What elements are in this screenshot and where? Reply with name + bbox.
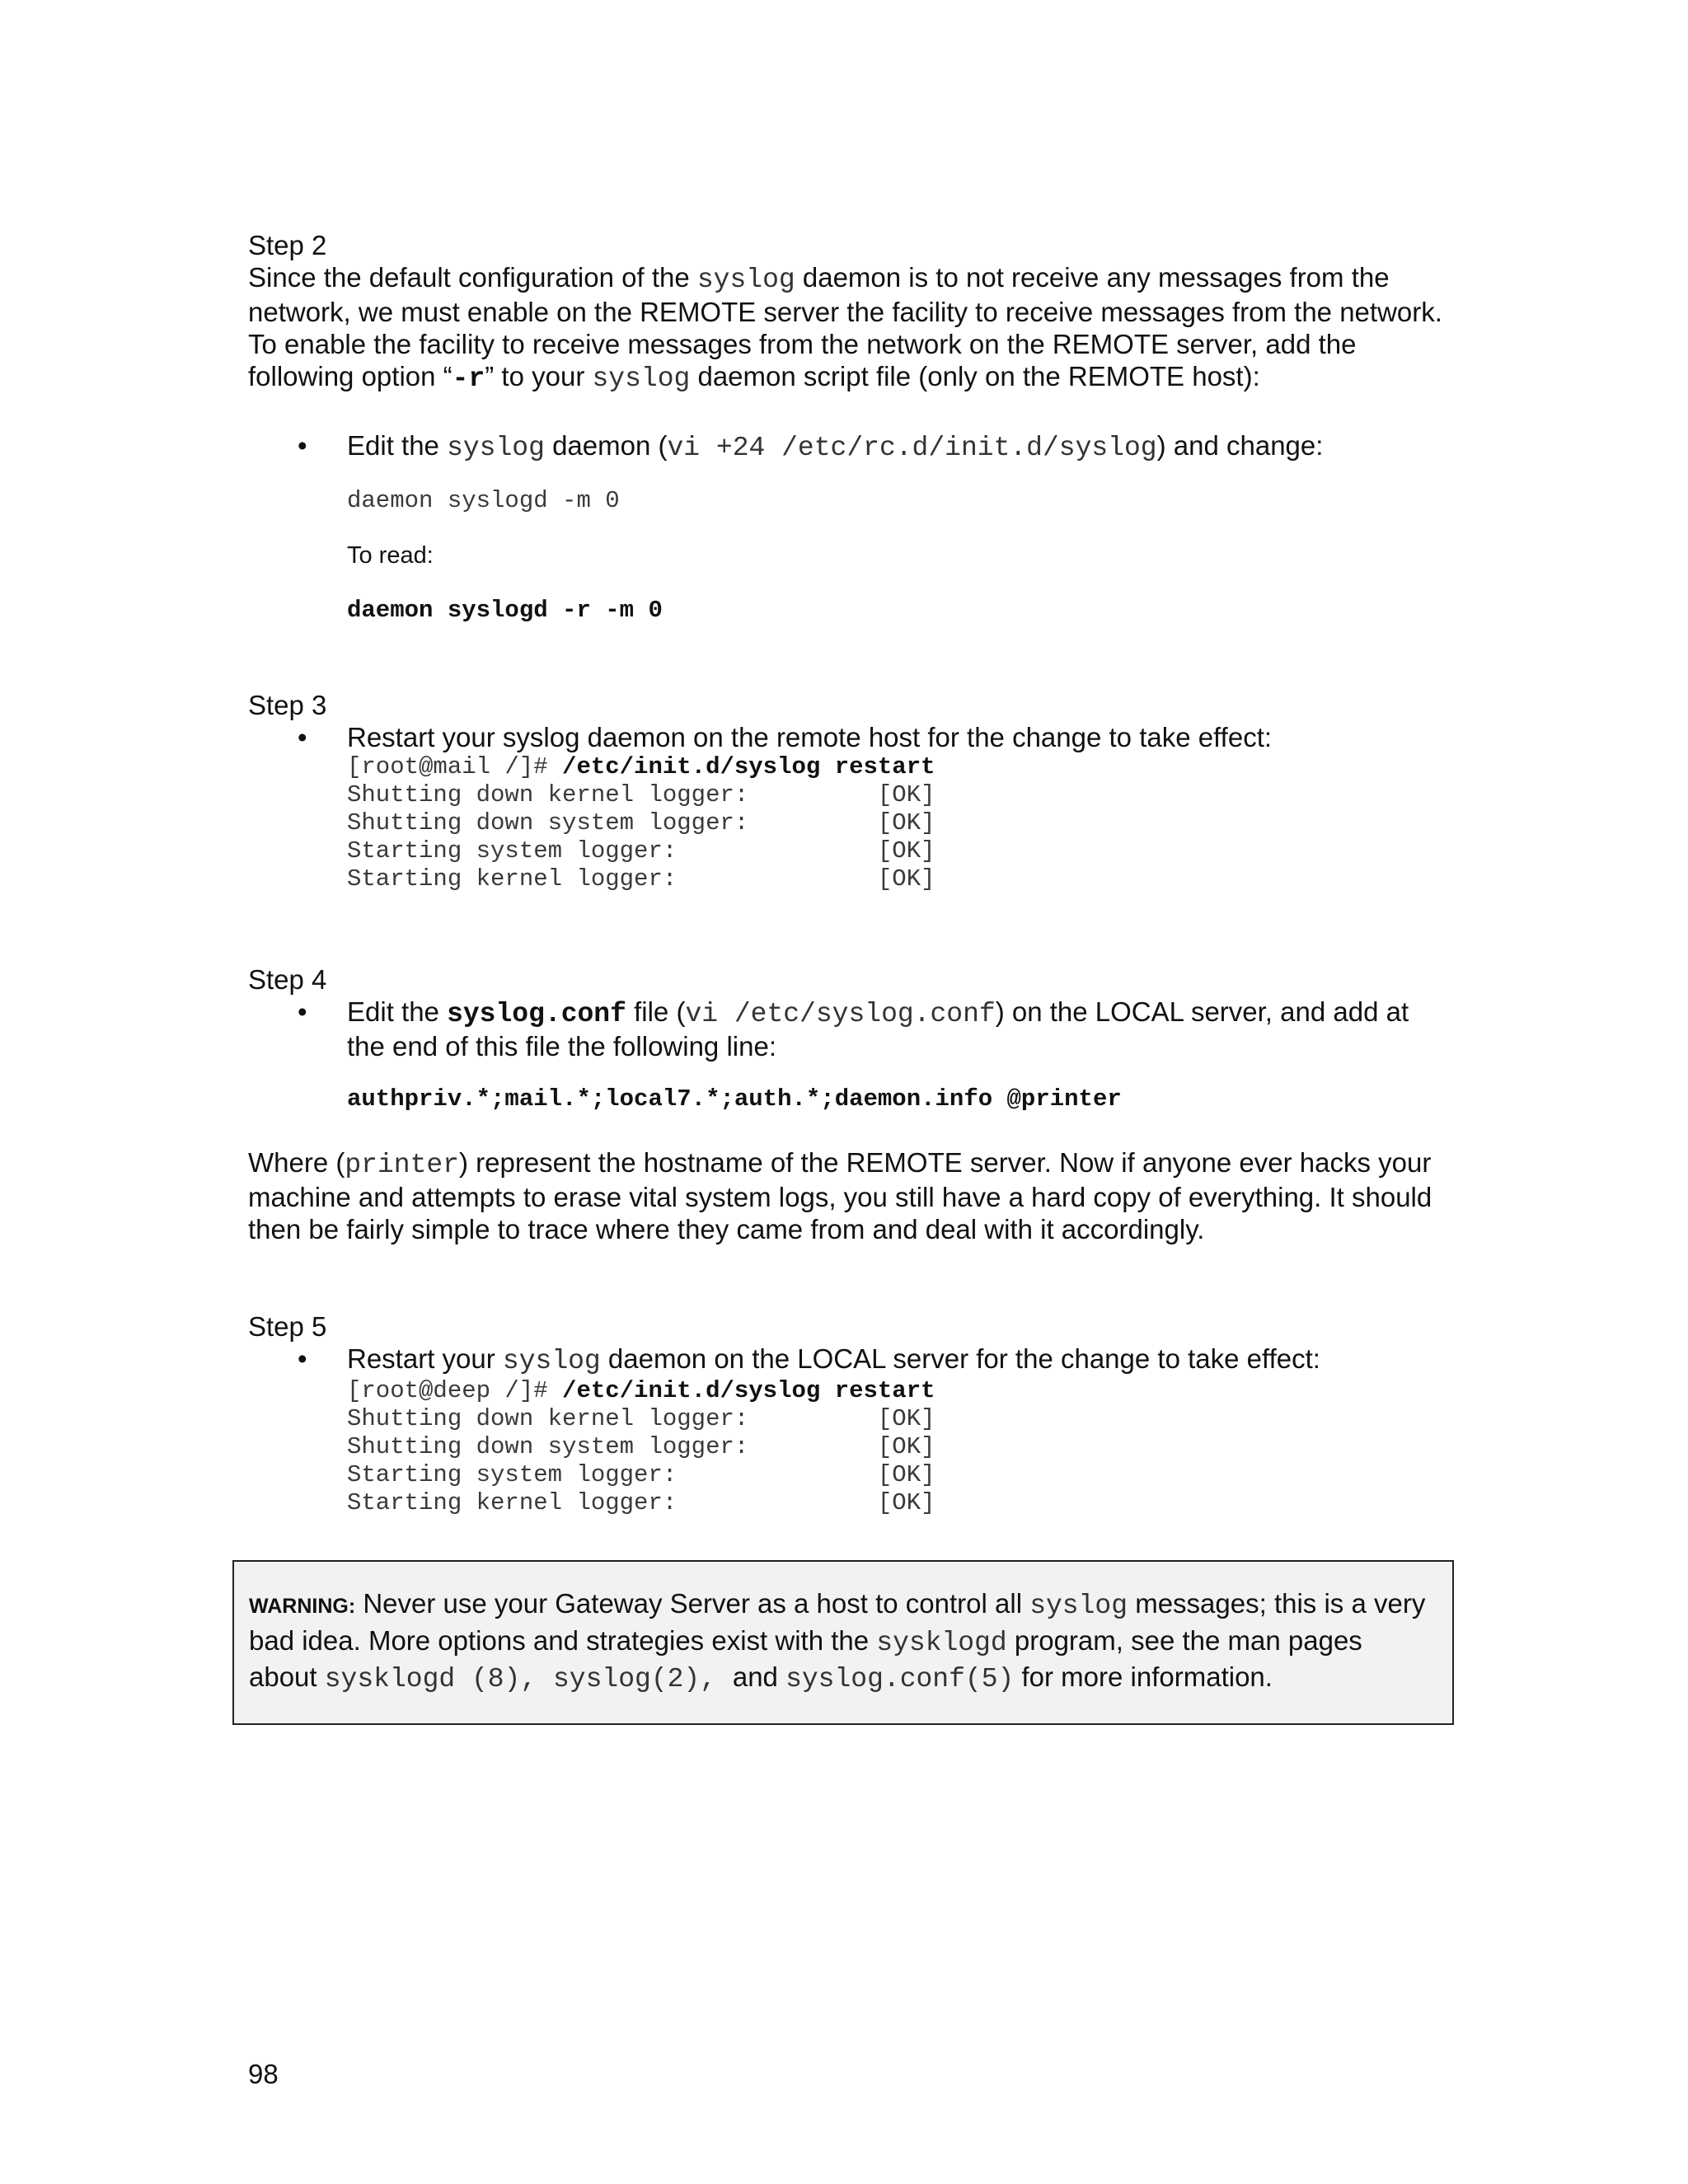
shell-command: /etc/init.d/syslog restart [562,1377,935,1404]
terminal-output-line: Shutting down kernel logger: [OK] [347,781,935,808]
text: daemon ( [544,430,668,461]
inline-code-man-pages: sysklogd (8), syslog(2), [324,1664,733,1694]
terminal-output-line: Shutting down kernel logger: [OK] [347,1405,935,1432]
code-line-bold: daemon syslogd -r -m 0 [347,597,663,624]
step-5-section [248,1310,1451,1517]
inline-code-vi-command: vi +24 /etc/rc.d/init.d/syslog [667,433,1157,463]
text: Restart your syslog daemon on the remote host for the change to take effect: [347,722,1273,752]
warning-label: WARNING: [249,1595,356,1618]
step-4-title: Step 4 [248,964,327,995]
terminal-output-line: Starting system logger: [OK] [347,837,935,865]
step-4-section [248,963,1451,1245]
text: Edit the [347,430,448,461]
terminal-output-line: Starting system logger: [OK] [347,1461,935,1488]
step-5-bullet [248,1343,1451,1377]
text: ) represent the hostname of the REMOTE server. Now if anyone ever hacks your machine and attempts to erase vital system logs, you still have a hard copy of everything. It should then be fairly simple to trace where they came from and deal with it accordingly. [248,1147,1432,1244]
terminal-command-line [347,1377,1451,1405]
code-after [248,597,1451,625]
inline-code-syslog: syslog [502,1346,601,1376]
step-4-bullet [248,996,1451,1062]
terminal-output-line: Starting kernel logger: [OK] [347,865,935,893]
terminal-output-line: Starting kernel logger: [OK] [347,1489,935,1516]
inline-code-syslog: syslog [592,363,691,394]
inline-code-r-option: -r [452,363,485,394]
step-3-terminal [248,753,1451,893]
text: daemon on the LOCAL server for the change to take effect: [600,1343,1320,1374]
inline-code-syslog-conf: syslog.conf [447,999,626,1029]
text: ) and change: [1156,430,1324,461]
step-3-section [248,689,1451,893]
text: Since the default configuration of the [248,262,697,293]
to-read-label: To read: [347,542,434,569]
step-4-where-paragraph [248,1146,1451,1245]
terminal-output-line: Shutting down system logger: [OK] [347,1433,935,1460]
inline-code-syslog: syslog [696,265,795,295]
text: Edit the [347,996,448,1027]
inline-code-syslog: syslog [1029,1591,1128,1621]
shell-prompt: [root@deep /]# [347,1377,563,1404]
inline-code-syslog-conf: syslog.conf(5) [785,1664,1015,1694]
text: Restart your [347,1343,503,1374]
shell-prompt: [root@mail /]# [347,753,563,780]
step-2-bullet [248,429,1451,464]
text: daemon script file (only on the REMOTE host): [690,361,1260,391]
text: for more information. [1014,1661,1273,1692]
page-content [248,229,1451,1517]
page-number: 98 [248,2059,279,2089]
warning-box [232,1560,1454,1725]
text: ” to your [485,361,593,391]
code-before [248,487,1451,515]
step-3-title: Step 3 [248,690,327,720]
bullet-icon: • [298,996,307,1027]
terminal-command-line [347,753,1451,781]
text: program, see the man pages about [249,1625,1362,1692]
step-2-paragraph [248,261,1451,395]
text: Where ( [248,1147,345,1178]
code-line: daemon syslogd -m 0 [347,487,620,514]
step-5-terminal [248,1377,1451,1517]
step-5-title: Step 5 [248,1311,327,1342]
terminal-output-line: Shutting down system logger: [OK] [347,809,935,837]
bullet-icon: • [298,430,307,461]
bullet-icon: • [298,722,307,752]
step-3-bullet [248,721,1451,753]
shell-command: /etc/init.d/syslog restart [562,753,935,780]
step-4-config-line [248,1085,1451,1113]
text: Never use your Gateway Server as a host to control all [355,1588,1030,1619]
text: and [732,1661,786,1692]
inline-code-printer: printer [345,1150,459,1180]
inline-code-syslog: syslog [447,433,545,463]
step-2-title: Step 2 [248,230,327,260]
bullet-icon: • [298,1343,307,1374]
text: daemon is to not receive any messages from the network, we must enable on the REMOTE server the facility to receive messages from the network. To enable the facility to receive messages from the network on the REMOTE server, add the following option “ [248,262,1442,391]
text: file ( [626,996,686,1027]
inline-code-vi-command: vi /etc/syslog.conf [685,999,996,1029]
step-2-section [248,229,1451,625]
config-line: authpriv.*;mail.*;local7.*;auth.*;daemon.info @printer [347,1085,1122,1113]
inline-code-sysklogd: sysklogd [876,1628,1007,1658]
text: messages; this is a very bad idea. More options and strategies exist with the [249,1588,1426,1656]
text: ) on the LOCAL server, and add at the end of this file the following line: [347,996,1409,1062]
